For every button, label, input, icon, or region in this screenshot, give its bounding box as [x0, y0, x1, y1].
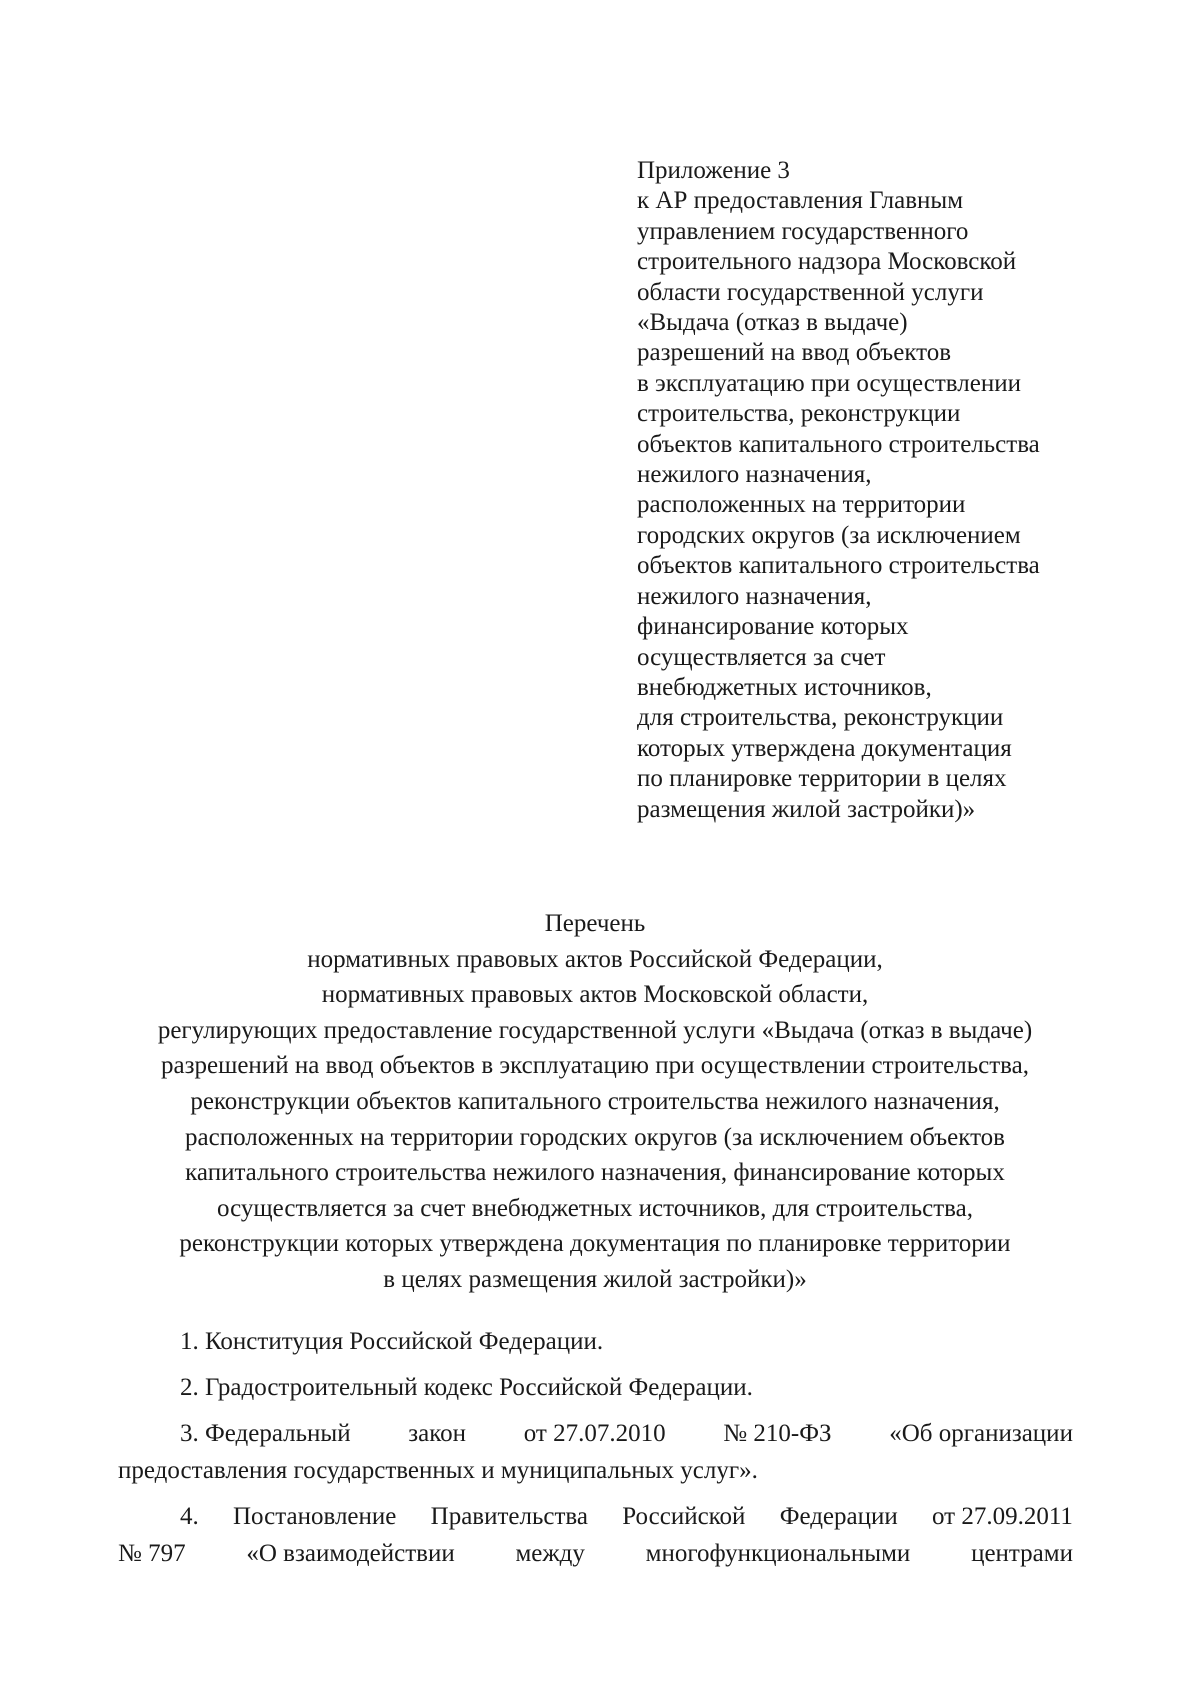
- appendix-header: [637, 156, 1117, 825]
- appendix-line: финансирование которых: [637, 613, 909, 641]
- list-item-word: Постановление: [233, 1503, 397, 1530]
- title-line: осуществляется за счет внебюджетных источников, для строительства,: [216, 1194, 973, 1222]
- appendix-line: по планировке территории в целях: [637, 765, 1007, 793]
- appendix-line: «Выдача (отказ в выдаче): [637, 309, 908, 337]
- list-item-word: многофункциональными: [645, 1540, 911, 1567]
- title-line: реконструкции которых утверждена документация по планировке территории: [179, 1230, 1011, 1258]
- list-item: [118, 1415, 1073, 1452]
- appendix-line: разрешений на ввод объектов: [637, 339, 952, 367]
- title-line: в целях размещения жилой застройки)»: [383, 1265, 807, 1293]
- legal-acts-list: [118, 1323, 1073, 1572]
- appendix-line: внебюджетных источников,: [637, 673, 932, 701]
- list-item-word: между: [515, 1540, 585, 1567]
- appendix-line: управлением государственного: [637, 217, 969, 245]
- list-item-word: № 210-ФЗ: [723, 1420, 832, 1447]
- list-item-word: Федерации: [779, 1503, 898, 1530]
- list-item: 1. Конституция Российской Федерации.: [180, 1328, 604, 1355]
- title-line: нормативных правовых актов Московской области,: [321, 981, 869, 1009]
- appendix-line: в эксплуатацию при осуществлении: [637, 369, 1021, 397]
- appendix-line: осуществляется за счет: [637, 643, 886, 671]
- list-item: 2. Градостроительный кодекс Российской Федерации.: [180, 1374, 753, 1401]
- appendix-line: расположенных на территории: [637, 491, 966, 519]
- list-item-word: от 27.07.2010: [523, 1420, 666, 1447]
- list-item-continuation: [118, 1535, 1073, 1572]
- list-item-word: «Об организации: [889, 1420, 1073, 1447]
- list-item-word: № 797: [118, 1540, 186, 1567]
- list-item-word: 3. Федеральный: [180, 1420, 351, 1447]
- appendix-line: Приложение 3: [637, 157, 790, 184]
- list-item-word: центрами: [971, 1540, 1073, 1567]
- appendix-line: объектов капитального строительства: [637, 430, 1040, 458]
- appendix-line: которых утверждена документация: [637, 734, 1012, 762]
- title-line: разрешений на ввод объектов в эксплуатацию при осуществлении строительства,: [161, 1052, 1029, 1080]
- list-item-word: Правительства: [430, 1503, 588, 1530]
- title-line: капитального строительства нежилого назначения, финансирование которых: [185, 1159, 1005, 1187]
- list-item-word: от 27.09.2011: [932, 1503, 1073, 1530]
- list-item-word: закон: [408, 1420, 467, 1447]
- appendix-line: городских округов (за исключением: [637, 521, 1021, 549]
- appendix-line: области государственной услуги: [637, 278, 984, 306]
- title-line: Перечень: [544, 910, 646, 937]
- appendix-line: строительного надзора Московской: [637, 248, 1017, 276]
- document-title: [110, 906, 1080, 1298]
- appendix-line: для строительства, реконструкции: [637, 704, 1004, 732]
- appendix-line: нежилого назначения,: [637, 461, 872, 489]
- appendix-line: к АР предоставления Главным: [637, 187, 964, 215]
- title-line: регулирующих предоставление государственной услуги «Выдача (отказ в выдаче): [157, 1016, 1033, 1044]
- list-item-word: 4.: [180, 1503, 199, 1530]
- title-line: расположенных на территории городских округов (за исключением объектов: [185, 1123, 1005, 1151]
- list-item-word: Российской: [622, 1503, 746, 1530]
- appendix-line: объектов капитального строительства: [637, 552, 1040, 580]
- list-item-continuation: предоставления государственных и муниципальных услуг».: [118, 1457, 758, 1484]
- appendix-line: строительства, реконструкции: [637, 400, 961, 428]
- appendix-line: нежилого назначения,: [637, 582, 872, 610]
- appendix-line: размещения жилой застройки)»: [637, 795, 976, 823]
- list-item-word: «О взаимодействии: [246, 1540, 455, 1567]
- list-item: [118, 1498, 1073, 1535]
- title-line: реконструкции объектов капитального строительства нежилого назначения,: [190, 1087, 1000, 1115]
- title-line: нормативных правовых актов Российской Федерации,: [307, 945, 883, 973]
